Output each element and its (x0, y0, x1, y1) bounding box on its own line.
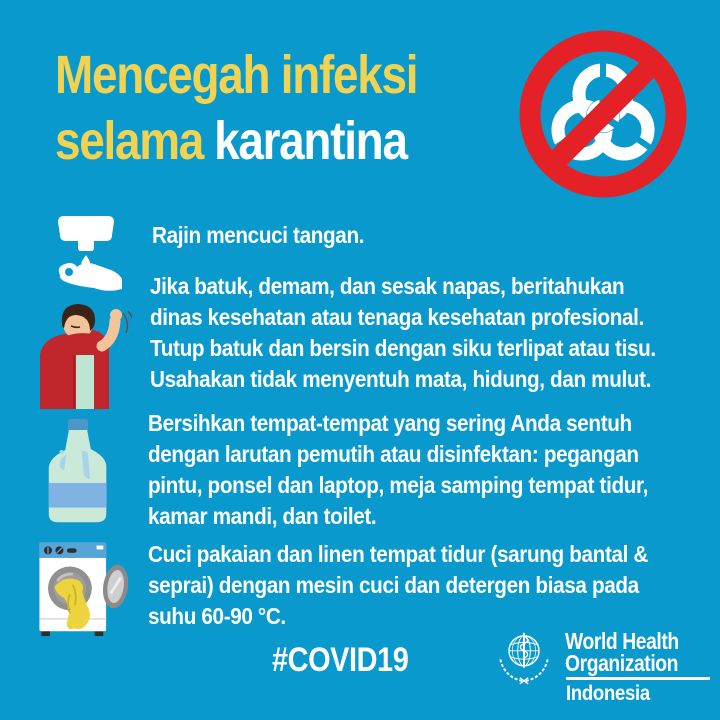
no-biohazard-sign (519, 30, 687, 198)
item-text-report-symptoms (150, 271, 656, 395)
who-name-line1: World Health (565, 628, 679, 654)
item-text-disinfect-surfaces (148, 408, 648, 532)
text-line: Tutup batuk dan bersin dengan siku terlipat atau tisu. (150, 335, 656, 361)
bottle-body (49, 430, 107, 522)
text-line: Jika batuk, demam, dan sesak napas, beritahukan (150, 273, 625, 299)
text-line: seprai) dengan mesin cuci dan detergen biasa pada (148, 572, 639, 598)
motion-lines (123, 311, 132, 335)
poster-title (55, 42, 417, 174)
who-logo (494, 626, 716, 716)
title-line2-rest: karantina (214, 111, 407, 171)
covid19-hashtag: #COVID19 (272, 641, 409, 679)
bottle-cap (68, 419, 88, 431)
who-name-line2: Organization (565, 650, 679, 676)
open-hand (59, 263, 122, 291)
arm-sleeve (56, 341, 102, 349)
bottle-label (49, 483, 107, 508)
text-line: Usahakan tidak menyentuh mata, hidung, dan mulut. (150, 366, 652, 392)
bleach-bottle-icon (36, 417, 120, 527)
title-line1: Mencegah infeksi (55, 45, 418, 105)
text-line: pintu, ponsel dan laptop, meja samping tempat tidur, (148, 472, 648, 498)
who-emblem-icon (494, 628, 554, 688)
item-text-wash-laundry (148, 539, 648, 632)
text-line: Rajin mencuci tangan. (152, 222, 365, 248)
hand-finger-curl (65, 268, 73, 276)
dispenser-nozzle (78, 241, 94, 251)
who-divider (566, 677, 710, 680)
item-text-wash-hands (152, 220, 364, 251)
who-name (565, 630, 679, 674)
text-line: suhu 60-90 °C. (148, 603, 286, 629)
text-line: kamar mandi, dan toilet. (148, 503, 377, 529)
title-line2-highlight: selama (55, 111, 204, 171)
text-line: dinas kesehatan atau tenaga kesehatan profesional. (150, 304, 644, 330)
washing-machine-icon (28, 537, 128, 637)
text-line: dengan larutan pemutih atau disinfektan: pegangan (148, 441, 639, 467)
who-region: Indonesia (566, 682, 650, 705)
cough-into-elbow-icon (26, 297, 132, 409)
person-shirt-panel (76, 355, 94, 409)
soap-dispenser-hand-icon (48, 214, 124, 294)
no-biohazard-icon (519, 30, 687, 198)
dispenser-body (58, 216, 114, 241)
hand (110, 309, 122, 321)
forearm (102, 321, 115, 346)
text-line: Bersihkan tempat-tempat yang sering Anda sentuh (148, 410, 632, 436)
text-line: Cuci pakaian dan linen tempat tidur (sarung bantal & (148, 541, 649, 567)
